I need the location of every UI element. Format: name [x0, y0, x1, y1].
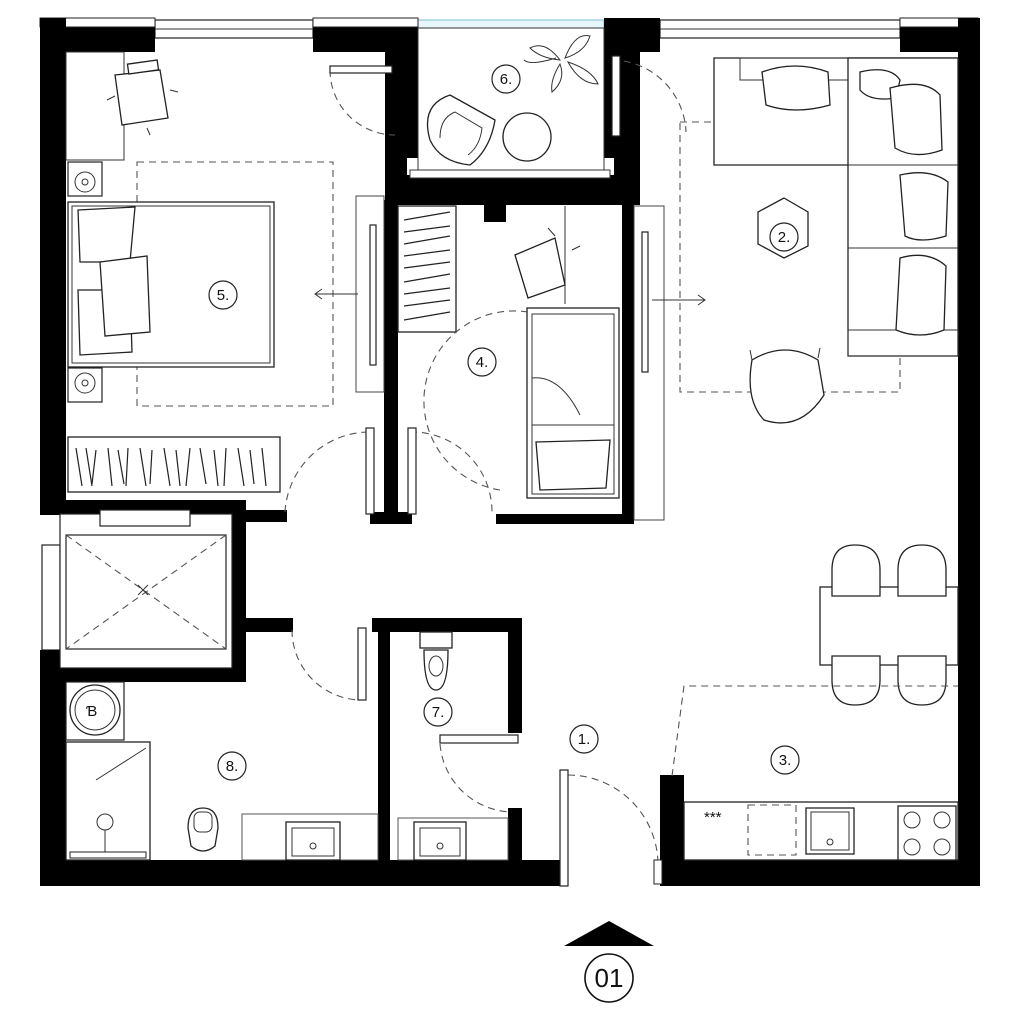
orientation-marker-label: 01 [594, 963, 624, 993]
kitchen-furniture [672, 545, 958, 860]
stove-label: *** [704, 809, 722, 826]
master-bedroom-furniture [66, 52, 384, 492]
svg-text:1.: 1. [577, 731, 591, 748]
room-label-bedroom-master [209, 281, 237, 309]
room-label-balcony [492, 65, 520, 93]
room-label-bedroom-small [468, 348, 496, 376]
svg-text:3.: 3. [778, 752, 792, 769]
plant-icon [524, 35, 598, 92]
svg-text:5.: 5. [216, 287, 230, 304]
svg-text:4.: 4. [475, 354, 489, 371]
svg-text:8.: 8. [225, 758, 239, 775]
room-label-living [770, 223, 798, 251]
room-label-kitchen [771, 746, 799, 774]
room-label-bathroom [218, 752, 246, 780]
balcony-furniture [410, 28, 610, 178]
entrance-arrow-icon [564, 921, 654, 946]
svg-text:7.: 7. [431, 704, 445, 721]
svg-text:6.: 6. [499, 71, 513, 88]
small-bedroom-furniture [398, 206, 705, 520]
stairwell [60, 510, 232, 668]
room-label-wc [424, 698, 452, 726]
entrance-marker [564, 921, 654, 1002]
wc-furniture [398, 632, 518, 860]
room-label-entry [570, 725, 598, 753]
svg-text:2.: 2. [777, 229, 791, 246]
svg-text:Ɓ: Ɓ [86, 703, 98, 720]
